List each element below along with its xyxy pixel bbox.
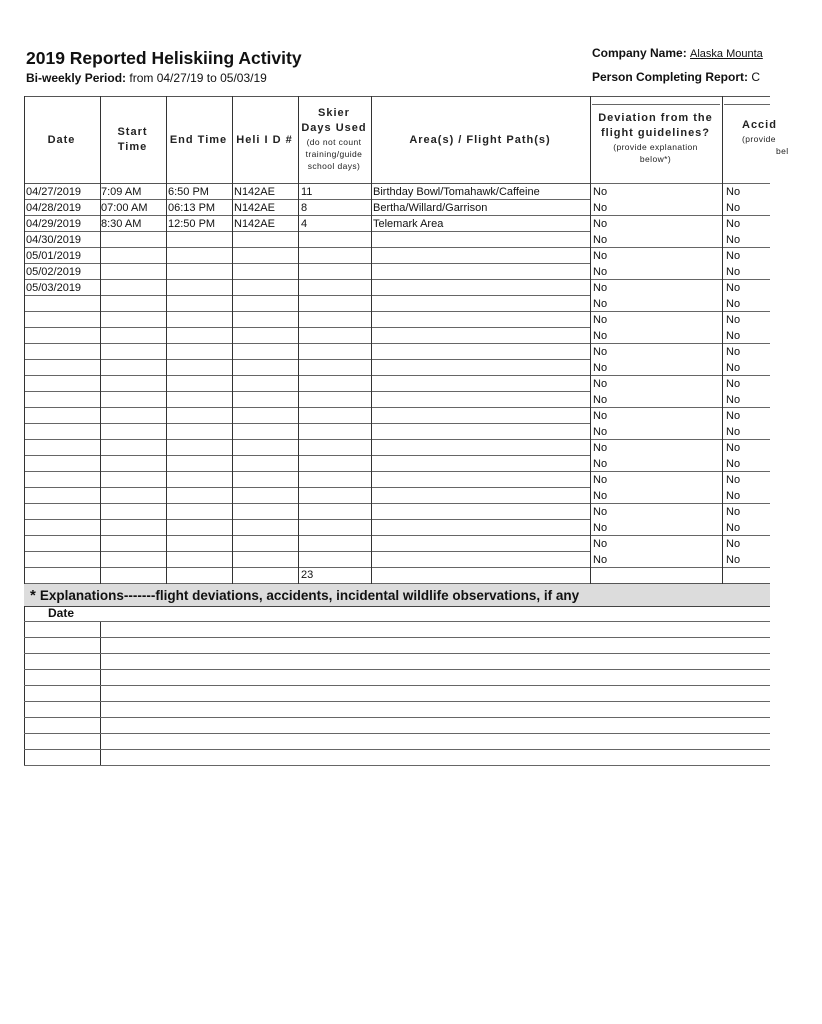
grid-line <box>592 104 720 105</box>
period-value: from 04/27/19 to 05/03/19 <box>129 71 267 85</box>
cell-deviation[interactable]: No <box>593 362 608 374</box>
cell-date[interactable]: 05/02/2019 <box>26 266 82 278</box>
cell-date[interactable]: 04/30/2019 <box>26 234 82 246</box>
cell-accident[interactable]: No <box>726 458 741 470</box>
grid-line <box>24 669 770 670</box>
cell-deviation[interactable]: No <box>593 250 608 262</box>
col-header-dev-line1: Deviation from the <box>598 112 713 124</box>
cell-accident[interactable]: No <box>726 314 741 326</box>
grid-line <box>100 621 101 766</box>
grid-line <box>24 637 770 638</box>
grid-line <box>24 359 590 360</box>
grid-line <box>24 199 590 200</box>
cell-deviation[interactable]: No <box>593 506 608 518</box>
period-label: Bi-weekly Period: <box>26 71 127 85</box>
cell-accident[interactable]: No <box>726 186 741 198</box>
grid-line <box>232 96 233 584</box>
col-header-areas: Area(s) / Flight Path(s) <box>409 134 551 146</box>
grid-line <box>24 183 590 184</box>
cell-end[interactable]: 06:13 PM <box>168 202 216 214</box>
grid-line <box>24 295 590 296</box>
grid-line <box>722 343 770 344</box>
grid-line <box>24 471 590 472</box>
grid-line <box>298 96 299 584</box>
acc-note-line1: (provide <box>742 134 776 144</box>
cell-deviation[interactable]: No <box>593 234 608 246</box>
grid-line <box>371 96 372 584</box>
grid-line <box>590 439 722 440</box>
grid-line <box>590 375 722 376</box>
report-title: 2019 Reported Heliskiing Activity <box>26 48 302 68</box>
cell-accident[interactable]: No <box>726 330 741 342</box>
cell-area[interactable]: Bertha/Willard/Garrison <box>373 202 488 214</box>
grid-line <box>590 583 770 584</box>
grid-line <box>722 375 770 376</box>
grid-line <box>722 96 723 584</box>
grid-line <box>590 343 722 344</box>
cell-accident[interactable]: No <box>726 266 741 278</box>
grid-line <box>722 183 770 184</box>
cell-area[interactable]: Telemark Area <box>373 218 444 230</box>
cell-date[interactable]: 04/27/2019 <box>26 186 82 198</box>
grid-line <box>24 519 590 520</box>
grid-line <box>722 407 770 408</box>
grid-line <box>722 567 770 568</box>
cell-deviation[interactable]: No <box>593 266 608 278</box>
explanations-band <box>24 583 770 607</box>
grid-line <box>24 621 770 622</box>
grid-line <box>24 567 590 568</box>
cell-deviation[interactable]: No <box>593 426 608 438</box>
person-line <box>592 70 760 84</box>
grid-line <box>24 439 590 440</box>
col-header-start-line2: Time <box>117 141 148 153</box>
cell-deviation[interactable]: No <box>593 554 608 566</box>
cell-deviation[interactable]: No <box>593 218 608 230</box>
cell-accident[interactable]: No <box>726 490 741 502</box>
skier-note-line3: school days) <box>307 161 361 171</box>
col-header-start-line1: Start <box>117 126 148 138</box>
grid-line <box>24 391 590 392</box>
grid-line <box>24 343 590 344</box>
cell-accident[interactable]: No <box>726 410 741 422</box>
cell-accident[interactable]: No <box>726 202 741 214</box>
cell-end[interactable]: 6:50 PM <box>168 186 209 198</box>
grid-line <box>24 551 590 552</box>
cell-skier-days[interactable]: 11 <box>301 186 313 198</box>
cell-accident[interactable]: No <box>726 554 741 566</box>
cell-deviation[interactable]: No <box>593 442 608 454</box>
grid-line <box>24 535 590 536</box>
cell-accident[interactable]: No <box>726 298 741 310</box>
grid-line <box>166 96 167 584</box>
col-header-dev-line2: flight guidelines? <box>600 127 711 139</box>
cell-accident[interactable]: No <box>726 538 741 550</box>
grid-line <box>24 487 590 488</box>
grid-line <box>24 733 770 734</box>
grid-line <box>722 215 770 216</box>
cell-accident[interactable]: No <box>726 442 741 454</box>
company-label: Company Name: <box>592 46 687 60</box>
dev-note-line2: below*) <box>639 154 672 164</box>
cell-deviation[interactable]: No <box>593 378 608 390</box>
grid-line <box>24 653 770 654</box>
grid-line <box>722 503 770 504</box>
grid-line <box>590 183 722 184</box>
grid-line <box>590 311 722 312</box>
col-header-heli-id: Heli I D # <box>236 134 293 146</box>
grid-line <box>24 263 590 264</box>
explanations-heading <box>30 587 579 604</box>
cell-deviation[interactable]: No <box>593 314 608 326</box>
grid-line <box>722 535 770 536</box>
cell-deviation[interactable]: No <box>593 282 608 294</box>
cell-deviation[interactable]: No <box>593 474 608 486</box>
person-name-field[interactable]: C <box>751 70 761 84</box>
grid-line <box>24 231 590 232</box>
grid-line <box>590 279 722 280</box>
grid-line <box>590 503 722 504</box>
cell-date[interactable]: 05/03/2019 <box>26 282 82 294</box>
company-line <box>592 46 763 60</box>
grid-line <box>24 685 770 686</box>
cell-deviation[interactable]: No <box>593 490 608 502</box>
grid-line <box>24 279 590 280</box>
asterisk-mark: * <box>30 587 36 604</box>
expl-left-border <box>24 606 25 766</box>
grid-line <box>24 765 770 766</box>
col-header-end-time: End Time <box>169 134 228 146</box>
grid-line <box>24 749 770 750</box>
grid-line <box>590 247 722 248</box>
cell-start[interactable]: 07:00 AM <box>101 202 148 214</box>
grid-line <box>24 455 590 456</box>
cell-start[interactable]: 8:30 AM <box>101 218 142 230</box>
grid-line <box>24 311 590 312</box>
cell-end[interactable]: 12:50 PM <box>168 218 216 230</box>
table-left-border <box>24 96 25 584</box>
cell-accident[interactable]: No <box>726 394 741 406</box>
grid-line <box>24 407 590 408</box>
grid-line <box>722 311 770 312</box>
total-skier-days: 23 <box>301 569 314 581</box>
grid-line <box>24 375 590 376</box>
cell-accident[interactable]: No <box>726 218 741 230</box>
cell-accident[interactable]: No <box>726 282 741 294</box>
cell-deviation[interactable]: No <box>593 202 608 214</box>
grid-line <box>590 215 722 216</box>
col-header-deviation <box>590 111 721 165</box>
col-header-skier-line2: Days Used <box>301 122 367 134</box>
grid-line <box>590 567 722 568</box>
skier-note-line1: (do not count <box>306 137 362 147</box>
grid-line <box>24 701 770 702</box>
col-header-acc-line1: Accid <box>742 119 777 131</box>
cell-deviation[interactable]: No <box>593 346 608 358</box>
cell-accident[interactable]: No <box>726 522 741 534</box>
grid-line <box>724 104 770 105</box>
company-name-field[interactable]: Alaska Mounta <box>690 48 763 60</box>
cell-accident[interactable]: No <box>726 346 741 358</box>
cell-deviation[interactable]: No <box>593 330 608 342</box>
col-header-skier-line1: Skier <box>318 107 350 119</box>
cell-accident[interactable]: No <box>726 426 741 438</box>
cell-deviation[interactable]: No <box>593 538 608 550</box>
cell-date[interactable]: 04/29/2019 <box>26 218 82 230</box>
person-label: Person Completing Report: <box>592 70 749 84</box>
grid-line <box>24 215 590 216</box>
grid-line <box>24 423 590 424</box>
cell-accident[interactable]: No <box>726 474 741 486</box>
grid-line <box>590 535 722 536</box>
grid-line <box>722 247 770 248</box>
cell-accident[interactable]: No <box>726 378 741 390</box>
grid-line <box>722 471 770 472</box>
cell-skier-days[interactable]: 4 <box>301 218 308 230</box>
col-header-skier-days <box>298 106 370 172</box>
cell-area[interactable]: Birthday Bowl/Tomahawk/Caffeine <box>373 186 540 198</box>
cell-heli[interactable]: N142AE <box>234 202 275 214</box>
grid-line <box>24 503 590 504</box>
col-header-date: Date <box>47 134 76 146</box>
cell-heli[interactable]: N142AE <box>234 218 275 230</box>
cell-heli[interactable]: N142AE <box>234 186 275 198</box>
period-line <box>26 71 267 85</box>
grid-line <box>24 583 590 584</box>
cell-start[interactable]: 7:09 AM <box>101 186 142 198</box>
cell-deviation[interactable]: No <box>593 458 608 470</box>
cell-skier-days[interactable]: 8 <box>301 202 308 214</box>
skier-note-line2: training/guide <box>305 149 363 159</box>
grid-line <box>24 247 590 248</box>
dev-note-line1: (provide explanation <box>613 142 698 152</box>
grid-line <box>590 96 591 584</box>
acc-note-line2: bel <box>776 146 789 156</box>
cell-deviation[interactable]: No <box>593 298 608 310</box>
cell-deviation[interactable]: No <box>593 522 608 534</box>
cell-accident[interactable]: No <box>726 506 741 518</box>
cell-date[interactable]: 04/28/2019 <box>26 202 82 214</box>
cell-deviation[interactable]: No <box>593 394 608 406</box>
cell-accident[interactable]: No <box>726 362 741 374</box>
explanations-date-label: Date <box>48 606 75 620</box>
col-header-start-time <box>100 125 165 155</box>
grid-line <box>100 96 101 584</box>
grid-line <box>24 96 770 97</box>
grid-line <box>24 717 770 718</box>
grid-line <box>722 279 770 280</box>
cell-accident[interactable]: No <box>726 250 741 262</box>
grid-line <box>24 327 590 328</box>
cell-deviation[interactable]: No <box>593 186 608 198</box>
grid-line <box>722 439 770 440</box>
grid-line <box>590 471 722 472</box>
explanations-title: Explanations-------flight deviations, accidents, incidental wildlife observations, if any <box>39 588 580 603</box>
col-header-accidents <box>722 118 822 157</box>
cell-accident[interactable]: No <box>726 234 741 246</box>
grid-line <box>590 407 722 408</box>
cell-deviation[interactable]: No <box>593 410 608 422</box>
cell-date[interactable]: 05/01/2019 <box>26 250 82 262</box>
